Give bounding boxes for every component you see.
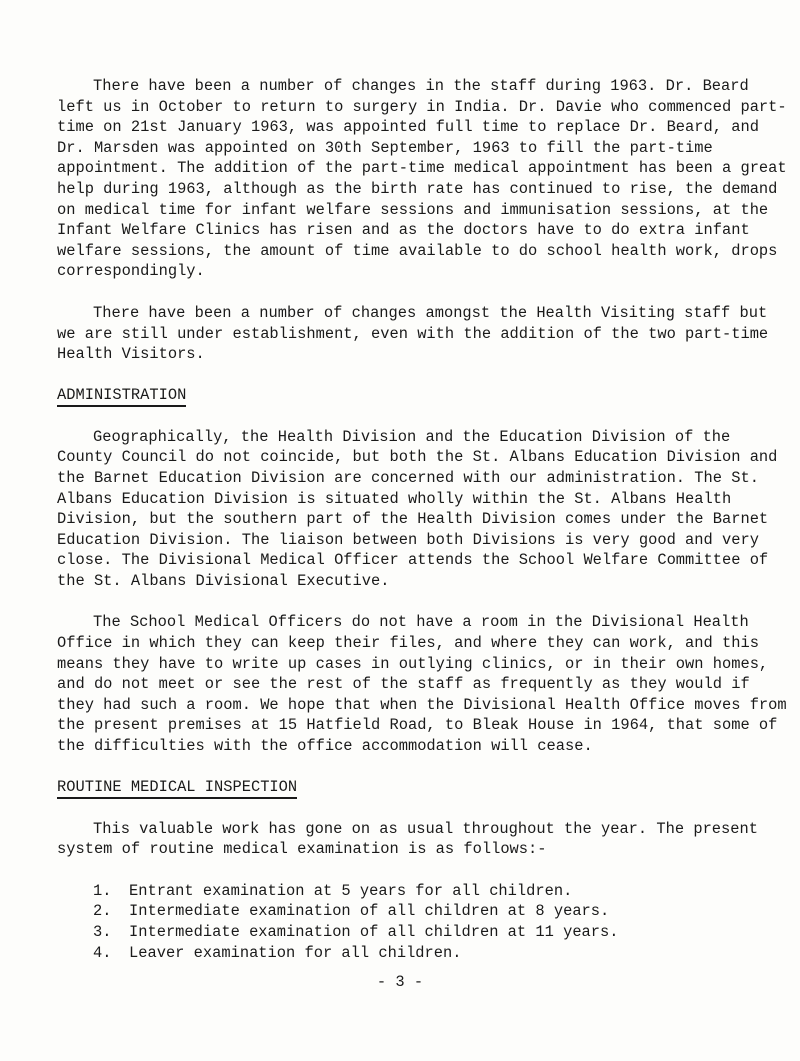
paragraph-geography: Geographically, the Health Division and the Education Division of the County Council do not coincide, but both the St. Albans Education Division and the Barnet Education Division are concerned with our administration. The St. Albans Education Division is situated wholly within the St. Albans Health Division, but the southern part of the Health Division comes under the Barnet Education Division. The liaison between both Divisions is very good and very close. The Divisional Medical Officer attends the School Welfare Committee of the St. Albans Divisional Executive. [57, 427, 778, 590]
list-item-text: Leaver examination for all children. [129, 943, 462, 962]
paragraph-inspection-intro: This valuable work has gone on as usual throughout the year. The present system of routine medical examination is as follows:- [57, 819, 758, 859]
paragraph-health-visiting: There have been a number of changes amongst the Health Visiting staff but we are still under establishment, even with the addition of the two part-time Health Visitors. [57, 303, 769, 364]
list-item [93, 901, 793, 922]
document-page [57, 76, 793, 963]
heading-routine-medical-inspection: ROUTINE MEDICAL INSPECTION [57, 777, 297, 799]
list-item-number: 4. [93, 943, 112, 962]
paragraph-staff-changes: There have been a number of changes in the staff during 1963. Dr. Beard left us in October to return to surgery in India. Dr. Davie who commenced part-time on 21st January 1963, was appointed full time to replace Dr. Beard, and Dr. Marsden was appointed on 30th September, 1963 to fill the part-time appointment. The addition of the part-time medical appointment has been a great help during 1963, although as the birth rate has continued to rise, the demand on medical time for infant welfare sessions and immunisation sessions, at the Infant Welfare Clinics has risen and as the doctors have to do extra infant welfare sessions, the amount of time available to do school health work, drops correspondingly. [57, 77, 787, 281]
page-number: - 3 - [376, 973, 424, 991]
list-item [93, 943, 793, 964]
list-item-text: Intermediate examination of all children at 11 years. [129, 923, 619, 941]
heading-administration: ADMINISTRATION [57, 385, 186, 407]
list-item [93, 922, 793, 943]
paragraph-office-room: The School Medical Officers do not have a room in the Divisional Health Office in which they can keep their files, and where they can work, and this means they have to write up cases in outlying clinics, or in their own homes, and do not meet or see the rest of the staff as frequently as they would if they had such a room. We hope that when the Divisional Health Office moves from the present premises at 15 Hatfield Road, to Bleak House in 1964, that some of the difficulties with the office accommodation will cease. [57, 613, 787, 756]
list-item [93, 881, 793, 902]
examination-list [57, 881, 793, 963]
list-item-number: 1. [93, 881, 112, 900]
list-item-number: 3. [93, 923, 112, 941]
list-item-text: Intermediate examination of all children at 8 years. [129, 902, 610, 921]
list-item-number: 2. [93, 902, 112, 921]
list-item-text: Entrant examination at 5 years for all children. [129, 881, 573, 900]
